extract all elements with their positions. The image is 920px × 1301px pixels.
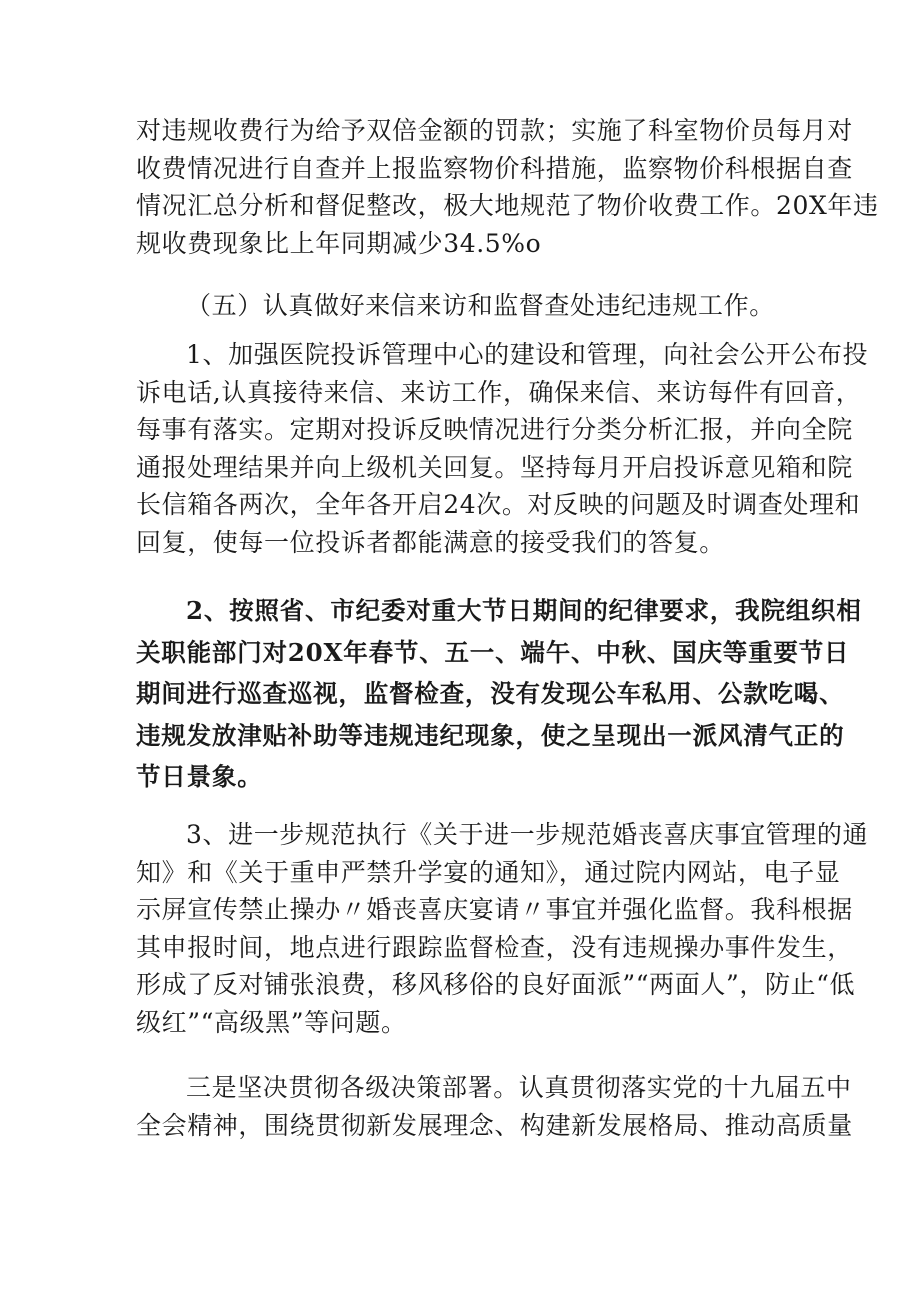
text-line: 每事有落实。定期对投诉反映情况进行分类分析汇报，并向全院 (136, 415, 853, 445)
text-line: 规收费现象比上年同期减少34.5%o (136, 228, 542, 258)
text-line: 节日景象。 (136, 762, 263, 791)
paragraph-item-1 (136, 336, 869, 562)
text-line: 示屏宣传禁止操办〃婚丧喜庆宴请〃事宜并强化监督。我科根据 (136, 895, 853, 925)
text-line: 诉电话,认真接待来信、来访工作，确保来信、来访每件有回音， (136, 377, 862, 407)
text-line: 长信箱各两次，全年各开启24次。对反映的问题及时调查处理和 (136, 490, 861, 520)
text-line: 三是坚决贯彻各级决策部署。认真贯彻落实党的十九届五中 (186, 1073, 852, 1102)
paragraph-fee-penalty (136, 112, 879, 262)
text-line: 1、加强医院投诉管理中心的建设和管理，向社会公开公布投 (186, 340, 869, 369)
text-line: 对违规收费行为给予双倍金额的罚款；实施了科室物价员每月对 (136, 116, 853, 145)
text-line: 回复，使每一位投诉者都能满意的接受我们的答复。 (136, 527, 725, 557)
text-line: 期间进行巡查巡视，监督检查，没有发现公车私用、公款吃喝、 (136, 679, 845, 708)
text-line: 收费情况进行自查并上报监察物价科措施，监察物价科根据自查 (136, 153, 853, 183)
text-line: （五）认真做好来信来访和监督查处违纪违规工作。 (186, 291, 775, 320)
text-line: 级红”“高级黑”等问题。 (136, 1007, 407, 1037)
paragraph-implement-decisions (136, 1069, 853, 1144)
paragraph-item-3 (136, 816, 869, 1042)
text-line: 2、按照省、市纪委对重大节日期间的纪律要求，我院组织相 (186, 596, 862, 625)
section-heading-five (186, 287, 852, 325)
text-line: 通报处理结果并向上级机关回复。坚持每月开启投诉意见箱和院 (136, 452, 853, 482)
text-line: 关职能部门对20X年春节、五一、端午、中秋、国庆等重要节日 (136, 637, 850, 667)
text-line: 知》和《关于重申严禁升学宴的通知》，通过院内网站，电子显 (136, 857, 841, 887)
text-line: 违规发放津贴补助等违规违纪现象，使之呈现出一派风清气正的 (136, 720, 845, 750)
text-line: 3、进一步规范执行《关于进一步规范婚丧喜庆事宜管理的通 (186, 820, 869, 849)
text-line: 全会精神，围绕贯彻新发展理念、构建新发展格局、推动高质量 (136, 1110, 853, 1140)
text-line: 形成了反对铺张浪费，移风移俗的良好面派”“两面人”，防止“低 (136, 970, 856, 1000)
paragraph-item-2-bold (136, 590, 862, 798)
text-line: 其申报时间，地点进行跟踪监督检查，没有违规操办事件发生， (136, 932, 853, 962)
text-line: 情况汇总分析和督促整改，极大地规范了物价收费工作。20X年违 (136, 191, 879, 221)
